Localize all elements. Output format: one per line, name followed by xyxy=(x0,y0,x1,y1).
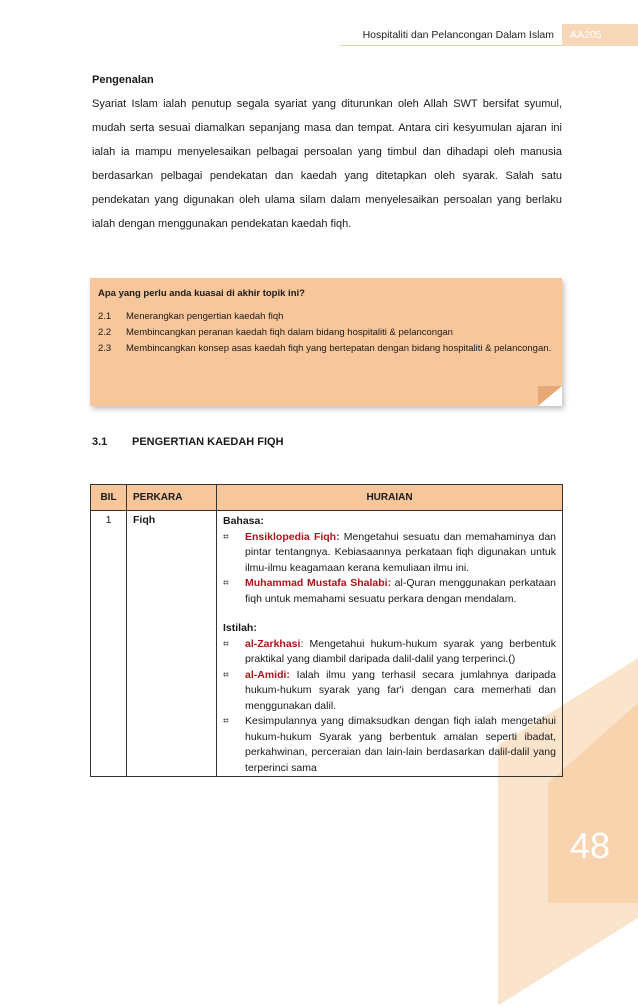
cell-perkara: Fiqh xyxy=(127,511,217,777)
table-row xyxy=(91,511,563,777)
cell-bil: 1 xyxy=(91,511,127,777)
definition-text: Kesimpulannya yang dimaksudkan dengan fiqh ialah mengetahui hukum-hukum Syarak yang berbentuk amalan seperti ibadat, perkahwinan, perceraian dan lain-lain berdasarkan dalil-dalil yang terperinci sama xyxy=(245,715,556,774)
source-name: Ensiklopedia Fiqh: xyxy=(245,530,340,543)
list-item xyxy=(223,530,556,577)
source-name: al-Amidi: xyxy=(245,668,290,681)
column-header-perkara: PERKARA xyxy=(127,485,217,511)
source-name: Muhammad Mustafa Shalabi: xyxy=(245,577,392,589)
definition-text: al-Quran menggunakan perkataan fiqh untuk memahami sesuatu perkara dengan mendalam. xyxy=(245,577,556,605)
hash-bullet-icon: ⌗ xyxy=(223,531,229,543)
column-header-bil: BIL xyxy=(91,485,127,511)
objective-number: 2.2 xyxy=(98,327,112,338)
list-item xyxy=(223,714,556,776)
objective-item xyxy=(98,309,554,325)
objective-text: Menerangkan pengertian kaedah fiqh xyxy=(126,311,284,322)
objectives-title: Apa yang perlu anda kuasai di akhir topik ini? xyxy=(98,288,305,299)
bahasa-label: Bahasa: xyxy=(223,515,264,527)
section-title: PENGERTIAN KAEDAH FIQH xyxy=(132,436,284,448)
introduction xyxy=(92,70,562,236)
section-number: 3.1 xyxy=(92,436,108,448)
objective-number: 2.3 xyxy=(98,343,112,354)
definition-text: Ialah ilmu yang terhasil secara jumlahnya daripada hukum-hukum syarak yang far'i dengan cara memerhati dan menggunakan dalil. xyxy=(245,668,556,712)
hash-bullet-icon: ⌗ xyxy=(223,578,229,589)
column-header-huraian: HURAIAN xyxy=(217,485,563,511)
course-code-badge: AA205 xyxy=(562,24,638,46)
learning-objectives-box xyxy=(90,278,562,406)
list-item xyxy=(223,576,556,607)
istilah-label: Istilah: xyxy=(223,622,257,634)
objective-item xyxy=(98,341,554,357)
objective-item xyxy=(98,325,554,341)
objective-text: Membincangkan peranan kaedah fiqh dalam bidang hospitaliti & pelancongan xyxy=(126,327,453,338)
header-title: Hospitaliti dan Pelancongan Dalam Islam xyxy=(362,29,554,41)
intro-paragraph: Syariat Islam ialah penutup segala syariat yang diturunkan oleh Allah SWT bersifat syumul, mudah serta sesuai diamalkan sepanjang masa dan tempat. Antara ciri kesyumulan ajaran ini ialah ia mampu menyelesaikan pelbagai persoalan yang timbul dan dihadapi oleh manusia berdasarkan pelbagai pendekatan dan kaedah yang ditetapkan oleh syarak. Salah satu pendekatan yang digunakan oleh ulama silam dalam menyelesaikan persoalan yang berlaku ialah dengan menggunakan pendekatan kaedah fiqh. xyxy=(92,98,562,230)
section-heading xyxy=(92,436,284,448)
intro-heading: Pengenalan xyxy=(92,74,154,86)
source-name: al-Zarkhasi xyxy=(245,637,301,650)
hash-bullet-icon: ⌗ xyxy=(223,638,229,650)
definition-text: Mengetahui sesuatu dan memahaminya dan pintar tentangnya. Kebiasaannya perkataan fiqh digunakan untuk ilmu-ilmu keagamaan kerana kemuliaan ilmu ini. xyxy=(245,530,557,574)
list-item xyxy=(223,668,556,715)
running-header xyxy=(363,24,638,46)
cell-huraian xyxy=(217,511,563,777)
definition-table xyxy=(90,484,563,777)
hash-bullet-icon: ⌗ xyxy=(223,669,229,681)
objective-text: Membincangkan konsep asas kaedah fiqh yang bertepatan dengan bidang hospitaliti & pelancongan. xyxy=(126,343,552,354)
definition-text: : Mengetahui hukum-hukum syarak yang berbentuk praktikal yang diambil daripada dalil-dalil yang terperinci.() xyxy=(245,637,556,665)
objective-number: 2.1 xyxy=(98,311,112,322)
table-header-row xyxy=(91,485,563,511)
list-item xyxy=(223,637,556,668)
hash-bullet-icon: ⌗ xyxy=(223,716,229,727)
page-number: 48 xyxy=(569,825,610,866)
